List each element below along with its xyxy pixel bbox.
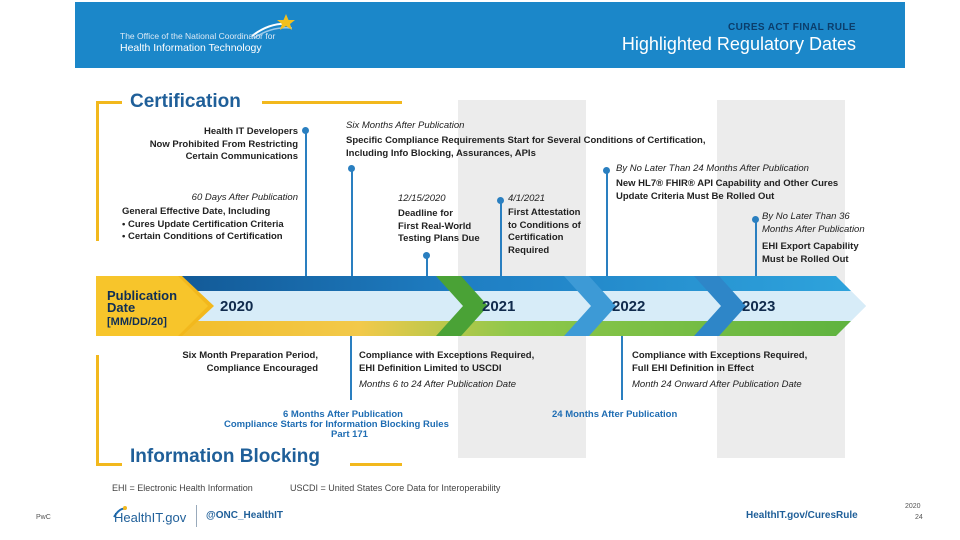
certification-bracket-top [96,101,122,104]
info-blocking-title-rule [350,463,402,466]
connector-dot [348,165,355,172]
certification-title: Certification [130,91,241,112]
info-blocking-bracket [96,355,99,465]
prep-period-text: Six Month Preparation Period, Compliance Encouraged [182,350,318,374]
definition-uscdi: USCDI = United States Core Data for Interoperability [290,483,501,493]
publication-date-format: [MM/DD/20] [107,316,167,328]
testing-body: Deadline for First Real-World Testing Plans Due [398,208,480,244]
compliance-uscdi-text: Compliance with Exceptions Required, EHI Definition Limited to USCDI [359,350,535,374]
six-months-body: Specific Compliance Requirements Start for Several Conditions of Certification, Including Info Blocking, Assurances, APIs [346,135,706,159]
developers-text: Health IT Developers Now Prohibited From Restricting Certain Communications [149,126,298,162]
footer-date-fragment: 2020 [905,503,921,510]
onc-org-line1: The Office of the National Coordinator for [120,31,276,41]
connector-dot [752,216,759,223]
effective-date-label: 60 Days After Publication [191,192,298,203]
footer-left-fragment: PwC [36,514,51,521]
ib-six-months-body: Compliance Starts for Information Blocking Rules [224,419,449,430]
onc-handle-link[interactable]: @ONC_HealthIT [206,510,283,521]
ib-24-months: 24 Months After Publication [552,409,678,420]
connector-six-months [351,168,353,282]
connector-developers [305,130,307,282]
ehi-export-body: EHI Export Capability Must be Rolled Out [762,241,859,265]
info-blocking-title: Information Blocking [130,446,320,467]
year-label: 2022 [612,298,646,315]
connector-dot [302,127,309,134]
header-title: Highlighted Regulatory Dates [621,34,856,54]
cures-rule-link[interactable]: HealthIT.gov/CuresRule [746,510,858,521]
footer-divider [196,505,197,527]
compliance-uscdi-label: Months 6 to 24 After Publication Date [359,379,517,390]
compliance-full-label: Month 24 Onward After Publication Date [632,379,802,390]
onc-org-line2: Health Information Technology [120,42,262,54]
compliance-full-text: Compliance with Exceptions Required, Full EHI Definition in Effect [632,350,808,374]
certification-title-rule [262,101,402,104]
publication-date-label: Publication Date [107,288,178,315]
attestation-date-label: 4/1/2021 [508,193,545,204]
year-label: 2020 [220,298,254,315]
year-label: 2023 [742,298,776,315]
api-label: By No Later Than 24 Months After Publication [616,163,809,174]
page-number: 24 [915,514,923,521]
connector-dot [423,252,430,259]
healthit-logo-text: HealthIT.gov [114,510,187,525]
certification-bracket [96,101,99,241]
definition-ehi: EHI = Electronic Health Information [112,483,253,493]
connector-dot [603,167,610,174]
attestation-body: First Attestation to Conditions of Certification Required [508,207,581,256]
connector-api [606,170,608,282]
year-label: 2021 [482,298,516,315]
effective-date-body: General Effective Date, Including • Cures Update Certification Criteria • Certain Conditions of Certification [122,206,284,242]
ib-six-months-title: 6 Months After Publication [283,409,403,420]
testing-date-label: 12/15/2020 [398,193,446,204]
header-eyebrow: CURES ACT FINAL RULE [728,22,856,33]
connector-dot [497,197,504,204]
ib-part-171: Part 171 [331,429,368,440]
six-months-label: Six Months After Publication [346,120,465,131]
ehi-export-label: By No Later Than 36 Months After Publication [762,211,865,235]
api-body: New HL7® FHIR® API Capability and Other Cures Update Criteria Must Be Rolled Out [616,178,839,202]
info-blocking-bracket-bottom [96,463,122,466]
